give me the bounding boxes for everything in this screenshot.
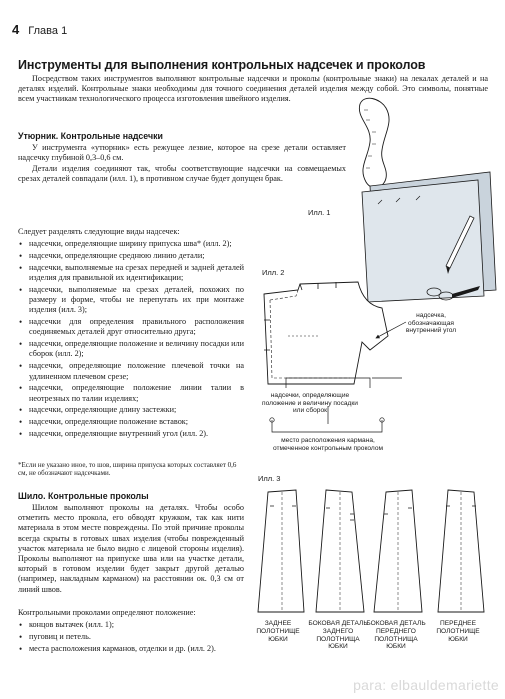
ill1-notching-drawing bbox=[350, 76, 500, 304]
list-item: • надсечки, выполняемые на срезах передней и задней деталей изделия для правильной их идентификации; bbox=[18, 263, 244, 284]
list-item: • концов вытачек (илл. 1); bbox=[18, 620, 248, 630]
list-item: • надсечки, определяющие положение плечевой точки на удлиненном плечевом срезе; bbox=[18, 361, 244, 382]
notch-list-intro: Следует разделять следующие виды надсечек: bbox=[18, 227, 180, 236]
list-item: • надсечки для определения правильного расположения соединяемых деталей друг относительно друга; bbox=[18, 317, 244, 338]
list-item: • надсечки, определяющие положение линии талии в неотрезных по талии изделиях; bbox=[18, 383, 244, 404]
pierce-positions-list bbox=[18, 620, 248, 655]
list-item: • надсечки, определяющие ширину припуска шва* (илл. 2); bbox=[18, 239, 244, 249]
intro-paragraph: Посредством таких инструментов выполняют контрольные надсечки и проколы (контрольные знаки) на лекалах деталей и на деталях изделий. Контрольные знаки необходимы для точного соединения деталей изделия между собой. Это символы, понятные всем участникам технологического процесса изготовления швейного изделия. bbox=[18, 74, 488, 104]
callout-gathers: надсечки, определяющие положение и величину посадки или сборок bbox=[262, 392, 358, 415]
list-item: • пуговиц и петель. bbox=[18, 632, 248, 642]
skirt-label-front: ПЕРЕДНЕЕ ПОЛОТНИЩЕ ЮБКИ bbox=[436, 620, 480, 643]
list-item: • надсечки, определяющие положение вставок; bbox=[18, 417, 244, 427]
list-item: • надсечки, определяющие длину застежки; bbox=[18, 405, 244, 415]
skirt-panel-back bbox=[258, 490, 304, 612]
section2-heading: Шило. Контрольные проколы bbox=[18, 491, 149, 501]
ill3-skirt-panels bbox=[252, 484, 492, 618]
footnote: *Если не указано иное, то шов, ширина припуска которых составляет 0,6 см, не обозначают надсечками. bbox=[18, 461, 237, 478]
list-item: • надсечки, определяющие среднюю линию детали; bbox=[18, 251, 244, 261]
chapter-label: Глава 1 bbox=[28, 25, 68, 37]
skirt-label-side-back: БОКОВАЯ ДЕТАЛЬ ЗАДНЕГО ПОЛОТНИЩА ЮБКИ bbox=[308, 620, 368, 651]
callout-inner-corner: надсечка, обозначающая внутренний угол bbox=[405, 312, 457, 335]
french-curve-icon bbox=[359, 98, 389, 188]
list-item: • надсечки, выполняемые на срезах деталей, похожих по размеру и форме, чтобы не перепутать их при монтаже изделия (илл. 3); bbox=[18, 285, 244, 316]
page-header bbox=[12, 22, 67, 37]
notcher-tool-icon bbox=[424, 278, 484, 308]
watermark: para: elbauldemariette bbox=[353, 677, 499, 693]
bodice-pattern-piece bbox=[264, 282, 388, 384]
pierce-list-intro: Контрольными проколами определяют положение: bbox=[18, 608, 196, 617]
list-item: • надсечки, определяющие положение и величину посадки или сборок (илл. 2); bbox=[18, 339, 244, 360]
ill1-label: Илл. 1 bbox=[308, 208, 331, 217]
section-title: Инструменты для выполнения контрольных надсечек и проколов bbox=[18, 58, 426, 72]
section1-paragraph-1: У инструмента «утюрник» есть режущее лезвие, которое на срезе детали оставляет надсечку глубиной 0,3–0,6 см. bbox=[18, 143, 346, 163]
list-item: • места расположения карманов, отделки и др. (илл. 2). bbox=[18, 644, 248, 654]
callout-pocket: место расположения кармана, отмеченное контрольным проколом bbox=[272, 437, 384, 452]
section2-paragraph: Шилом выполняют проколы на деталях. Чтобы особо отметить место прокола, его обводят кружком, так как нити материала в этом месте повреждены. По этой причине проколы всегда скрыты в готовых швах изделия (чтобы поврежденный участок материала не было видно с лицевой стороны изделия). Проколы выполняют на припуске шва или на участке детали, который в готовом изделии будет закрыт другой деталью (например, накладным карманом) на расстоянии ок. 0,3 см от линий швов. bbox=[18, 503, 244, 594]
ill3-label: Илл. 3 bbox=[258, 474, 281, 483]
skirt-label-side-front: БОКОВАЯ ДЕТАЛЬ ПЕРЕДНЕГО ПОЛОТНИЩА ЮБКИ bbox=[366, 620, 426, 651]
list-item: • надсечки, определяющие внутренний угол (илл. 2). bbox=[18, 429, 244, 439]
page-number: 4 bbox=[12, 22, 20, 37]
ill2-label: Илл. 2 bbox=[262, 268, 285, 277]
section1-heading: Утюрник. Контрольные надсечки bbox=[18, 131, 163, 141]
notch-types-list bbox=[18, 239, 244, 441]
section1-paragraph-2: Детали изделия соединяют так, чтобы соответствующие надсечки на совмещаемых срезах деталей совпадали (илл. 1), в противном случае будет допущен брак. bbox=[18, 164, 346, 184]
skirt-label-back: ЗАДНЕЕ ПОЛОТНИЩЕ ЮБКИ bbox=[256, 620, 300, 643]
